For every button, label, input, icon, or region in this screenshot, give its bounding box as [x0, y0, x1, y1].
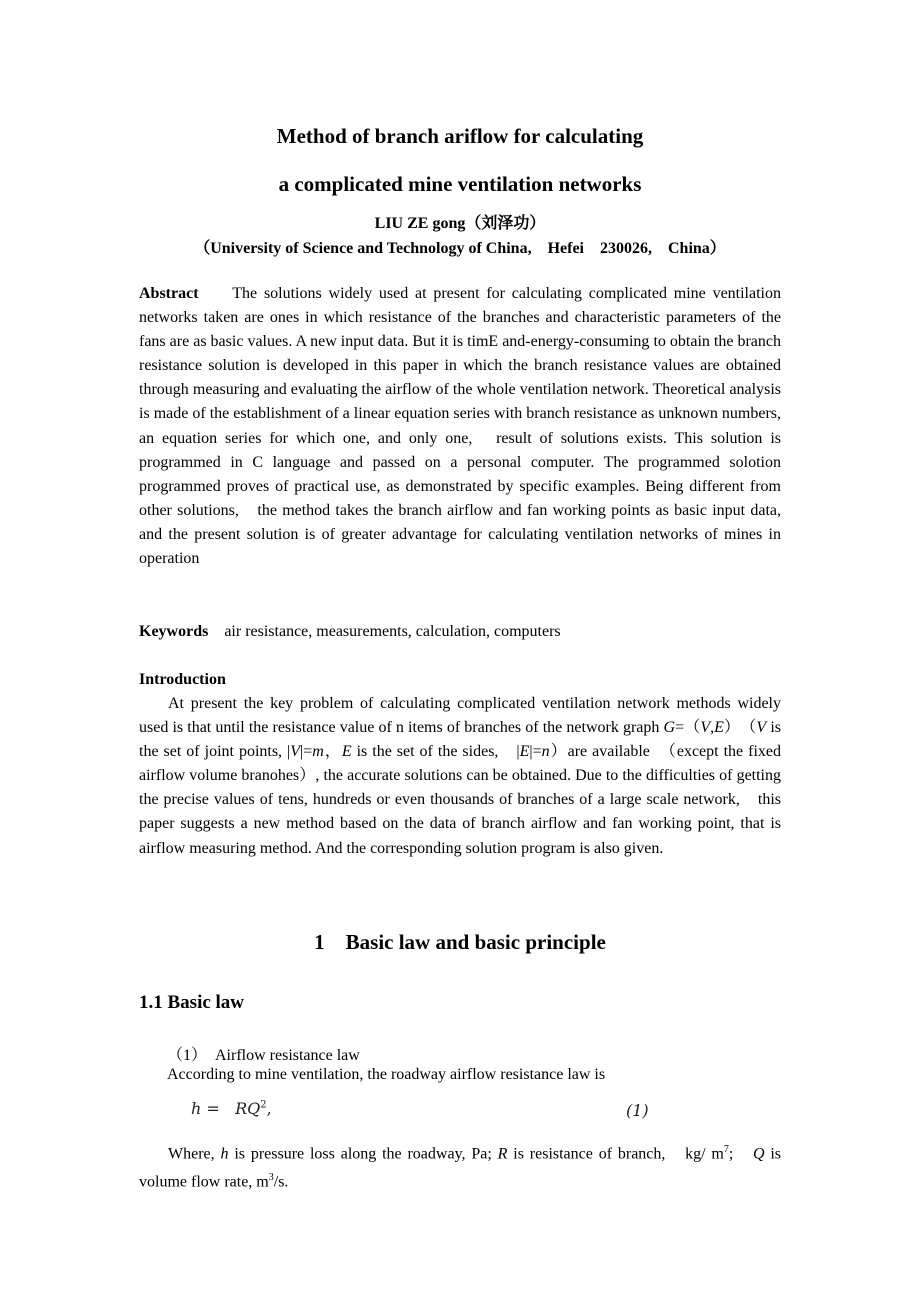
author: LIU ZE gong（刘泽功） [374, 215, 546, 232]
section-1-number: 1 [314, 930, 325, 954]
law-intro: According to mine ventilation, the roadway airflow resistance law is [167, 1066, 606, 1083]
abstract-label: Abstract [139, 285, 199, 302]
introduction-paragraph: At present the key problem of calculating complicated ventilation network methods widely used is that until the resistance value of n items of branches of the network graph G=（V,E） （V is the set of joint points, |V|=m，E is the set of the sides, |E|=n）are available （except the fixed airflow volume branohes）, the accurate solutions can be obtained. Due to the difficulties of getting the precise values of tens, hundreds or even thousands of branches of a large scale network, this paper suggests a new method based on the data of branch airflow and fan working point, that is airflow measuring method. And the corresponding solution program is also given. [139, 695, 782, 857]
equation-1-number: (1) [626, 1101, 649, 1120]
keywords-label: Keywords [139, 623, 209, 640]
law-item: （1） Airflow resistance law [167, 1047, 360, 1064]
equation-1: $h = RQ^2$, [191, 1099, 272, 1118]
where-paragraph: Where, h is pressure loss along the roadway, Pa; R is resistance of branch, kg/ $m^7$; Q is volume flow rate, $m^3/s$. [139, 1144, 782, 1191]
paper-title-line-1: Method of branch ariflow for calculating [276, 124, 644, 148]
keywords [139, 620, 781, 644]
section-1-1-heading: 1.1 Basic law [139, 992, 245, 1013]
section-1-title: Basic law and basic principle [345, 930, 606, 954]
section-1-heading [0, 930, 920, 955]
keywords-text: air resistance, measurements, calculation, computers [224, 623, 561, 640]
affiliation: （University of Science and Technology of China, Hefei 230026, China） [194, 240, 726, 257]
paper-title-line-2: a complicated mine ventilation networks [278, 172, 642, 196]
abstract [139, 282, 781, 571]
abstract-text: The solutions widely used at present for calculating complicated mine ventilation networks taken are ones in which resistance of the branches and characteristic parameters of the fans are as basic values. A new input data. But it is timE and-energy-consuming to obtain the branch resistance solution is developed in this paper in which the branch resistance values are obtained through measuring and evaluating the airflow of the whole ventilation network. Theoretical analysis is made of the establishment of a linear equation series with branch resistance as unknown numbers, an equation series for which one, and only one, result of solutions exists. This solution is programmed in C language and passed on a personal computer. The programmed solotion programmed proves of practical use, as demonstrated by specific examples. Being different from other solutions, the method takes the branch airflow and fan working points as basic input data, and the present solution is of greater advantage for calculating ventilation networks of mines in operation [139, 285, 781, 568]
introduction-heading: Introduction [139, 671, 226, 688]
